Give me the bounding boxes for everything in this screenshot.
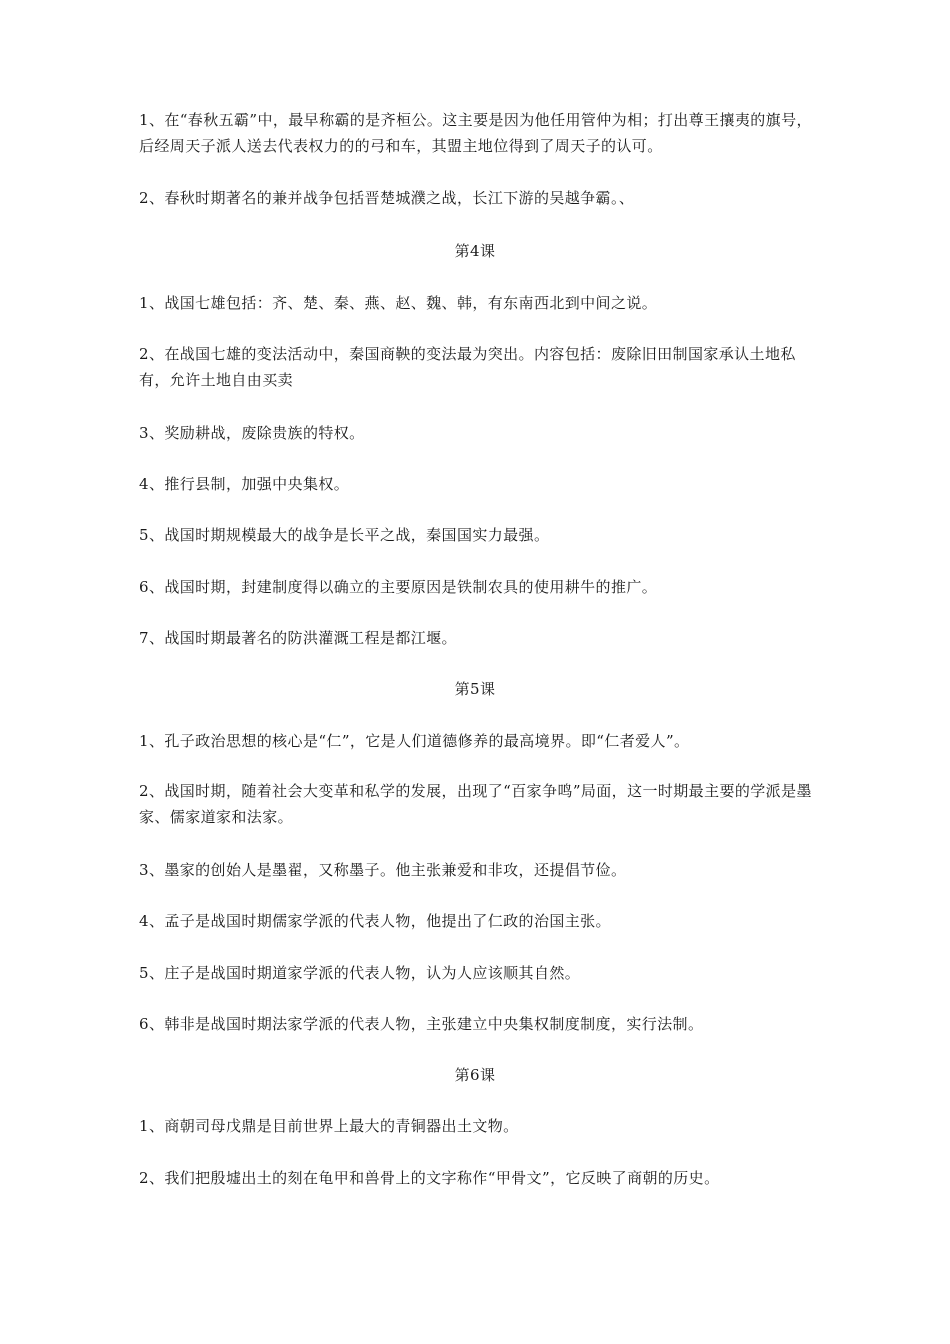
paragraph-county-system: 4、推行县制，加强中央集权。 bbox=[139, 475, 350, 493]
paragraph-zhuangzi: 5、庄子是战国时期道家学派的代表人物，认为人应该顺其自然。 bbox=[139, 964, 581, 982]
paragraph-reward-farming: 3、奖励耕战，废除贵族的特权。 bbox=[139, 424, 365, 442]
paragraph-changping-battle: 5、战国时期规模最大的战争是长平之战，秦国国实力最强。 bbox=[139, 526, 550, 544]
lesson-heading-5: 第5课 bbox=[454, 680, 496, 698]
paragraph-mozi: 3、墨家的创始人是墨翟，又称墨子。他主张兼爱和非攻，还提倡节俭。 bbox=[139, 861, 627, 879]
paragraph-mencius: 4、孟子是战国时期儒家学派的代表人物，他提出了仁政的治国主张。 bbox=[139, 912, 611, 930]
paragraph-confucius-ren: 1、孔子政治思想的核心是“仁”，它是人们道德修养的最高境界。即“仁者爱人”。 bbox=[139, 732, 690, 750]
paragraph-hundred-schools: 2、战国时期，随着社会大变革和私学的发展，出现了“百家争鸣”局面，这一时期最主要的学派是墨家、儒家道家和法家。 bbox=[139, 782, 812, 826]
paragraph-iron-tools: 6、战国时期，封建制度得以确立的主要原因是铁制农具的使用耕牛的推广。 bbox=[139, 578, 658, 596]
paragraph-dujiangyan: 7、战国时期最著名的防洪灌溉工程是都江堰。 bbox=[139, 629, 457, 647]
paragraph-zhanguo-qixiong: 1、战国七雄包括：齐、楚、秦、燕、赵、魏、韩，有东南西北到中间之说。 bbox=[139, 294, 658, 312]
paragraph-simuwu-ding: 1、商朝司母戊鼎是目前世界上最大的青铜器出土文物。 bbox=[139, 1117, 519, 1135]
paragraph-chunqiu-wars: 2、春秋时期著名的兼并战争包括晋楚城濮之战，长江下游的吴越争霸。、 bbox=[139, 189, 635, 207]
paragraph-hanfei: 6、韩非是战国时期法家学派的代表人物，主张建立中央集权制度制度，实行法制。 bbox=[139, 1015, 704, 1033]
lesson-heading-6: 第6课 bbox=[454, 1066, 496, 1084]
paragraph-chunqiu-wuba: 1、在“春秋五霸”中，最早称霸的是齐桓公。这主要是因为他任用管仲为相；打出尊王攘夷的旗号，后经周天子派人送去代表权力的的弓和车，其盟主地位得到了周天子的认可。 bbox=[139, 111, 812, 155]
lesson-heading-4: 第4课 bbox=[454, 242, 496, 260]
paragraph-shangyang-reform: 2、在战国七雄的变法活动中，秦国商鞅的变法最为突出。内容包括：废除旧田制国家承认土地私有，允许土地自由买卖 bbox=[139, 345, 796, 389]
paragraph-oracle-bones: 2、我们把殷墟出土的刻在龟甲和兽骨上的文字称作“甲骨文”，它反映了商朝的历史。 bbox=[139, 1169, 720, 1187]
